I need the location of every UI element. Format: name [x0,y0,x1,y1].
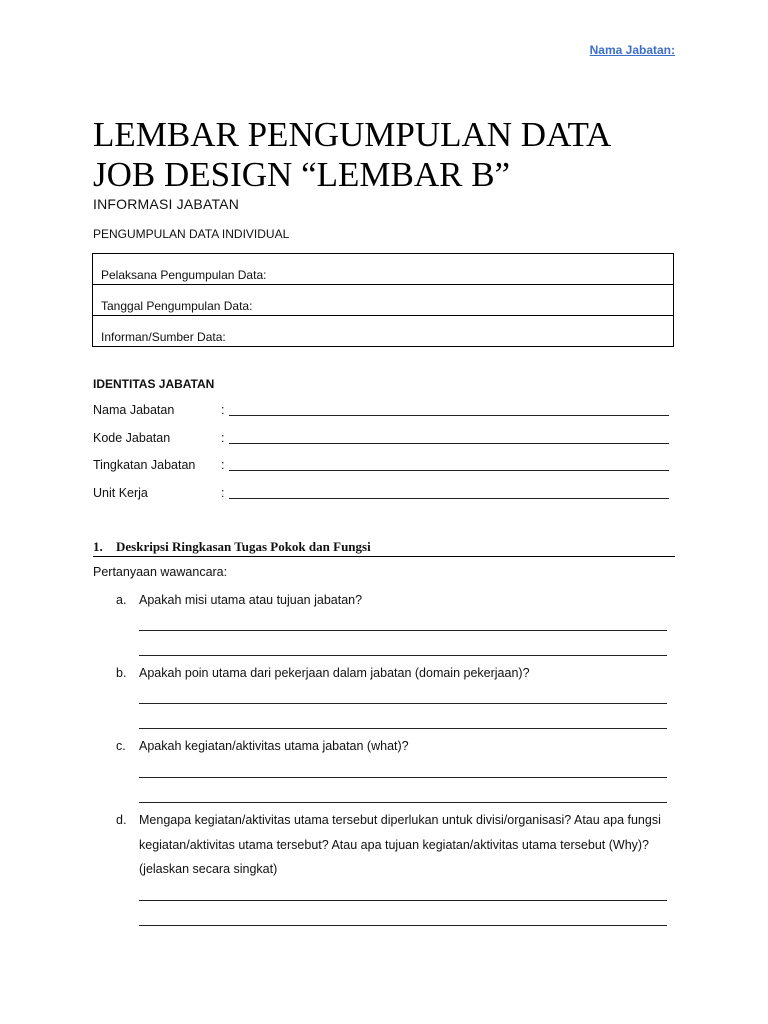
question-letter: c. [116,739,126,753]
field-label: Tingkatan Jabatan [93,458,196,472]
answer-line[interactable] [139,777,667,778]
question-letter: a. [116,593,127,607]
question-letter: d. [116,813,127,827]
answer-line[interactable] [139,728,667,729]
answer-line[interactable] [139,925,667,926]
section-number: 1. [93,539,103,554]
interview-intro: Pertanyaan wawancara: [93,565,228,579]
informant-field[interactable]: Informan/Sumber Data: [101,330,226,344]
individual-data-heading: PENGUMPULAN DATA INDIVIDUAL [93,227,290,241]
identity-row-work-unit [93,486,673,504]
question-text: Apakah misi utama atau tujuan jabatan? [139,593,363,607]
section-title: Deskripsi Ringkasan Tugas Pokok dan Fungsi [116,539,371,554]
fill-in-line[interactable] [229,415,669,416]
title-line-1: LEMBAR PENGUMPULAN DATA [93,115,612,154]
field-colon: : [221,486,225,500]
collection-date-field[interactable]: Tanggal Pengumpulan Data: [93,285,673,316]
question-text: Apakah poin utama dari pekerjaan dalam jabatan (domain pekerjaan)? [139,666,530,680]
field-label: Kode Jabatan [93,431,171,445]
fill-in-line[interactable] [229,443,669,444]
title-line-2: JOB DESIGN “LEMBAR B” [93,155,511,194]
field-label: Unit Kerja [93,486,148,500]
answer-line[interactable] [139,655,667,656]
position-name-link[interactable]: Nama Jabatan: [589,43,675,57]
identity-row-position-code [93,431,673,449]
identity-row-position-name [93,403,673,421]
field-label: Nama Jabatan [93,403,175,417]
field-colon: : [221,458,225,472]
document-subtitle: INFORMASI JABATAN [93,196,240,212]
field-colon: : [221,403,225,417]
section-1-heading [93,538,675,557]
identity-row-position-level [93,458,673,476]
question-letter: b. [116,666,127,680]
answer-line[interactable] [139,630,667,631]
data-collection-box [92,253,674,347]
question-text: Apakah kegiatan/aktivitas utama jabatan (what)? [139,739,409,753]
collector-field[interactable]: Pelaksana Pengumpulan Data: [93,254,673,285]
answer-line[interactable] [139,703,667,704]
answer-line[interactable] [139,802,667,803]
document-title [93,115,693,195]
answer-line[interactable] [139,900,667,901]
identity-heading: IDENTITAS JABATAN [93,377,215,391]
fill-in-line[interactable] [229,498,669,499]
question-text: Mengapa kegiatan/aktivitas utama tersebut diperlukan untuk divisi/organisasi? Atau apa fungsi kegiatan/aktivitas utama tersebut? Atau apa tujuan kegiatan/aktivitas utama tersebut (Why)? (jelaskan secara singkat) [139,813,661,876]
fill-in-line[interactable] [229,470,669,471]
field-colon: : [221,431,225,445]
